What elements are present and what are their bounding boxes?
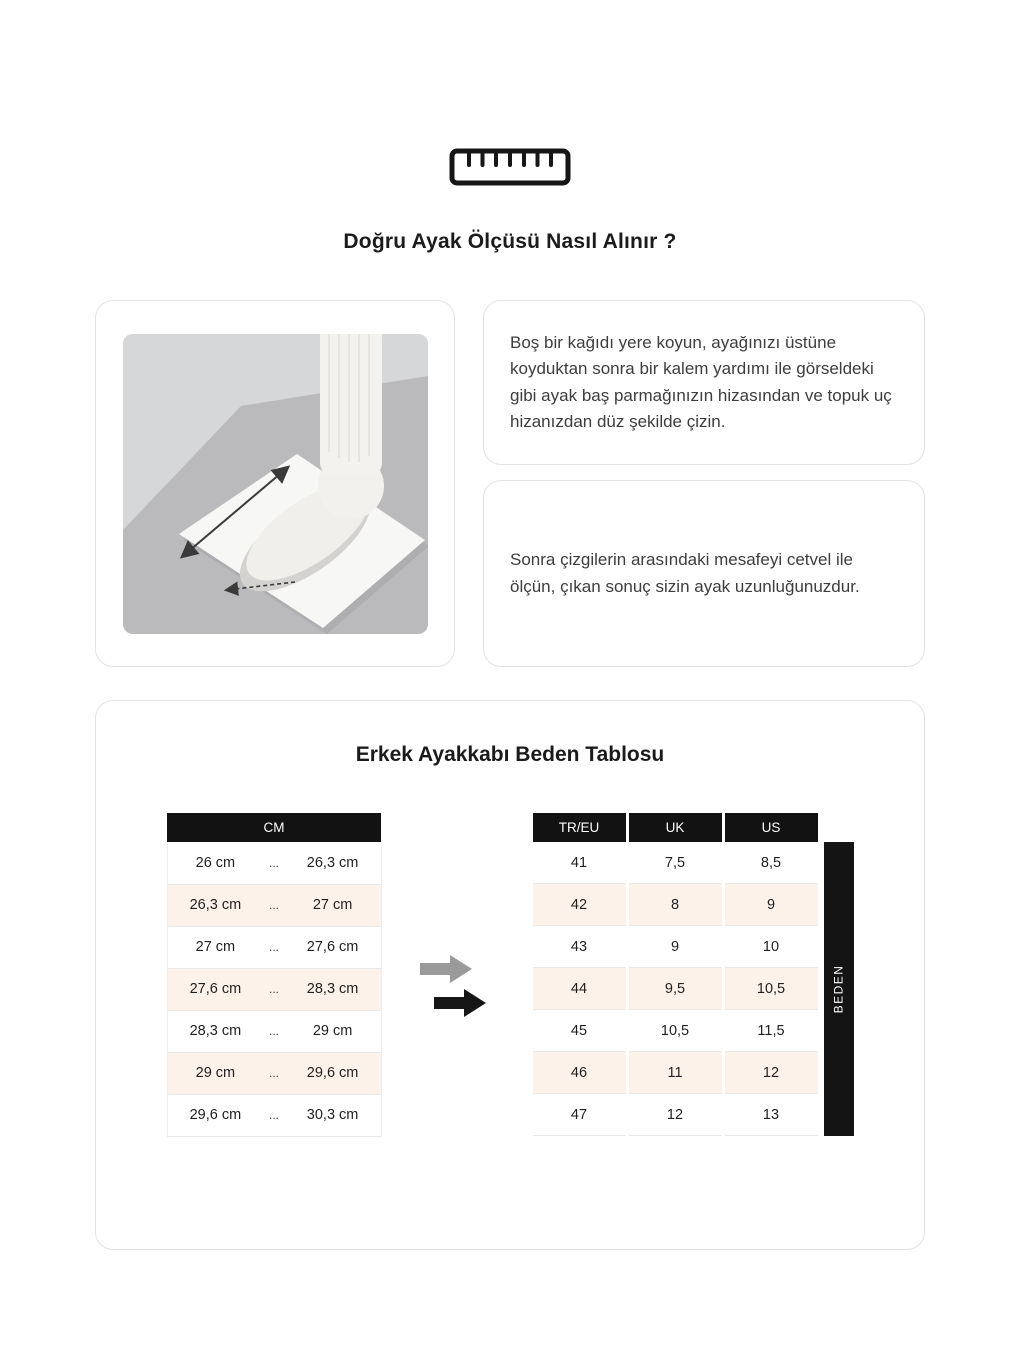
- cm-table: [167, 813, 382, 1137]
- size-treu: 45: [533, 1010, 626, 1052]
- cm-from: 28,3 cm: [167, 1010, 263, 1052]
- instructions-column: [483, 300, 925, 667]
- page-title: Doğru Ayak Ölçüsü Nasıl Alınır ?: [343, 230, 677, 253]
- table-row: [167, 842, 381, 884]
- size-treu: 43: [533, 926, 626, 968]
- size-treu: 42: [533, 884, 626, 926]
- cm-table-header: CM: [167, 813, 381, 842]
- cm-to: 27,6 cm: [285, 926, 381, 968]
- instruction-step-1: Boş bir kağıdı yere koyun, ayağınızı üstüne koyduktan sonra bir kalem yardımı ile görseldeki gibi ayak baş parmağınızın hizasından ve topuk uç hizanızdan düz şekilde çizin.: [510, 332, 892, 431]
- table-row: [533, 842, 818, 884]
- cm-to: 26,3 cm: [285, 842, 381, 884]
- measurement-photo-card: [95, 300, 455, 667]
- cm-to: 29,6 cm: [285, 1052, 381, 1094]
- range-dots: ...: [263, 884, 284, 926]
- size-treu: 41: [533, 842, 626, 884]
- size-uk: 11: [629, 1052, 722, 1094]
- range-dots: ...: [263, 968, 284, 1010]
- cm-from: 27,6 cm: [167, 968, 263, 1010]
- cm-to: 27 cm: [285, 884, 381, 926]
- size-tables: [126, 813, 894, 1137]
- col-header-uk: UK: [629, 813, 722, 842]
- size-us: 13: [725, 1094, 818, 1136]
- range-dots: ...: [263, 1010, 284, 1052]
- size-us: 11,5: [725, 1010, 818, 1052]
- size-us: 8,5: [725, 842, 818, 884]
- table-row: [533, 1094, 818, 1136]
- intl-size-table: [530, 813, 821, 1136]
- table-row: [167, 1094, 381, 1136]
- instruction-card-2: [483, 480, 925, 667]
- beden-label: BEDEN: [831, 964, 846, 1014]
- col-header-treu: TR/EU: [533, 813, 626, 842]
- size-uk: 12: [629, 1094, 722, 1136]
- cm-to: 29 cm: [285, 1010, 381, 1052]
- table-row: [167, 968, 381, 1010]
- beden-sidebar: [824, 842, 854, 1136]
- instruction-card-1: [483, 300, 925, 465]
- cm-from: 26,3 cm: [167, 884, 263, 926]
- size-us: 12: [725, 1052, 818, 1094]
- range-dots: ...: [263, 926, 284, 968]
- table-row: [533, 1052, 818, 1094]
- size-us: 9: [725, 884, 818, 926]
- table-row: [167, 1052, 381, 1094]
- col-header-us: US: [725, 813, 818, 842]
- range-dots: ...: [263, 1052, 284, 1094]
- cm-from: 29 cm: [167, 1052, 263, 1094]
- table-row: [533, 1010, 818, 1052]
- cm-from: 29,6 cm: [167, 1094, 263, 1136]
- cm-to: 28,3 cm: [285, 968, 381, 1010]
- size-uk: 7,5: [629, 842, 722, 884]
- instructions-section: [95, 300, 925, 667]
- table-row: [533, 884, 818, 926]
- size-treu: 47: [533, 1094, 626, 1136]
- intl-size-table-wrap: [530, 813, 854, 1136]
- table-row: [167, 926, 381, 968]
- size-treu: 46: [533, 1052, 626, 1094]
- size-chart-title: Erkek Ayakkabı Beden Tablosu: [355, 743, 665, 766]
- size-chart-card: [95, 700, 925, 1250]
- size-us: 10: [725, 926, 818, 968]
- size-treu: 44: [533, 968, 626, 1010]
- size-uk: 9,5: [629, 968, 722, 1010]
- table-row: [533, 968, 818, 1010]
- foot-measurement-photo: [123, 334, 428, 634]
- table-row: [533, 926, 818, 968]
- cm-to: 30,3 cm: [285, 1094, 381, 1136]
- instruction-step-2: Sonra çizgilerin arasındaki mesafeyi cetvel ile ölçün, çıkan sonuç sizin ayak uzunluğunuzdur.: [510, 550, 860, 596]
- range-dots: ...: [263, 1094, 284, 1136]
- cm-from: 26 cm: [167, 842, 263, 884]
- table-row: [167, 1010, 381, 1052]
- table-row: [167, 884, 381, 926]
- size-us: 10,5: [725, 968, 818, 1010]
- transfer-arrows-icon: [420, 953, 492, 1019]
- range-dots: ...: [263, 842, 284, 884]
- size-uk: 8: [629, 884, 722, 926]
- cm-from: 27 cm: [167, 926, 263, 968]
- size-uk: 10,5: [629, 1010, 722, 1052]
- size-uk: 9: [629, 926, 722, 968]
- ruler-icon: [95, 148, 925, 186]
